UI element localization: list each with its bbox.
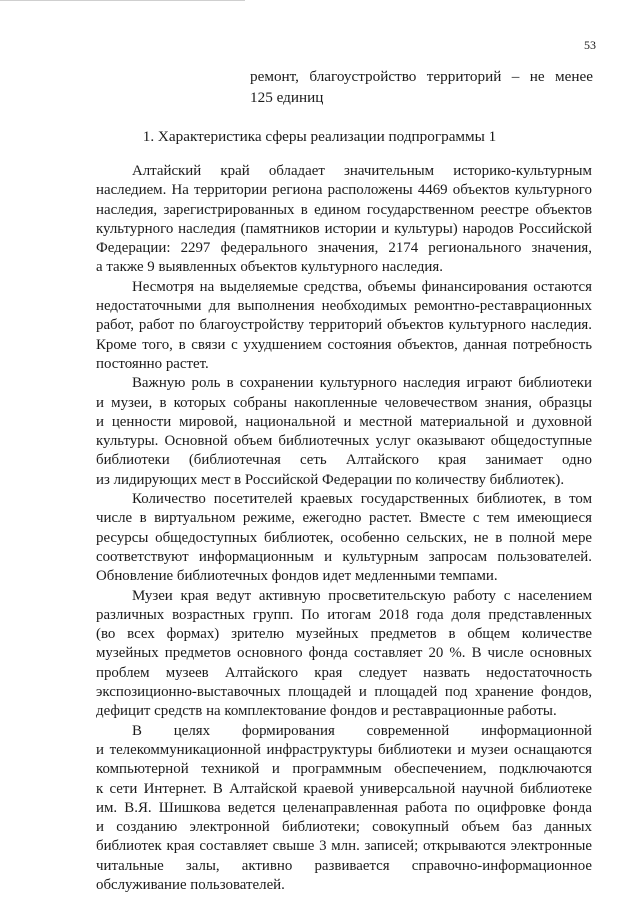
text-line: и музеи, в которых собраны накопленные человечеством знания, образцы [96, 394, 592, 411]
text-line: Важную роль в сохранении культурного наследия играют библиотеки [132, 375, 592, 392]
text-line: Музеи края ведут активную просветительскую работу с населением [132, 587, 592, 604]
text-line: обслуживание пользователей. [96, 876, 285, 893]
text-line: а также 9 выявленных объектов культурного наследия. [96, 259, 443, 276]
text-line: и ценности мировой, национальной и местной материальной и духовной [96, 413, 592, 430]
paragraph [96, 722, 592, 896]
text-line: Алтайский край обладает значительным историко-культурным [132, 163, 592, 179]
text-line: В целях формирования современной информационной [132, 722, 592, 739]
scan-edge-line [0, 0, 245, 1]
text-line: и созданию электронной библиотеки; совокупный объем баз данных [96, 819, 592, 836]
paragraph [96, 374, 592, 490]
text-line: музейных предметов основного фонда составляет 20 %. В числе основных [96, 645, 592, 662]
text-line: числе в виртуальном режиме, ежегодно растет. Вместе с тем имеющиеся [96, 510, 592, 527]
text-line: ресурсы общедоступных библиотек, особенно сельских, не в полной мере [96, 529, 592, 546]
text-line: работ, работ по благоустройству территорий объектов культурного наследия. [96, 317, 592, 334]
text-line: Федерации: 2297 федерального значения, 2174 регионального значения, [96, 240, 592, 257]
text-line: наследием. На территории региона расположены 4469 объектов культурного [96, 182, 592, 199]
text-line: к сети Интернет. В Алтайской краевой универсальной научной библиотеке [96, 780, 592, 797]
text-line: ремонт, благоустройство территорий – не менее [250, 68, 593, 85]
text-line: библиотек края составляет свыше 3 млн. записей; открываются электронные [96, 838, 592, 855]
text-line: соответствуют информационным и культурным запросам пользователей. [96, 548, 592, 565]
text-line: наследия, зарегистрированных в едином государственном реестре объектов [96, 201, 592, 218]
text-line: Несмотря на выделяемые средства, объемы финансирования остаются [132, 278, 592, 295]
section-heading: 1. Характеристика сферы реализации подпрограммы 1 [142, 128, 497, 145]
text-line: (во всех формах) зрителю музейных предметов в общем количестве [96, 626, 592, 643]
text-line: Количество посетителей краевых государственных библиотек, в том [132, 491, 592, 508]
paragraph [96, 587, 592, 722]
paragraph [96, 278, 592, 374]
text-line: им. В.Я. Шишкова ведется целенаправленная работа по оцифровке фонда [96, 799, 592, 816]
text-line: культурного наследия (памятников истории и культуры) народов Российской [96, 220, 592, 237]
text-line: Кроме того, в связи с ухудшением состояния объектов, данная потребность [96, 336, 592, 353]
continued-list-item [250, 66, 593, 108]
body-text [96, 162, 592, 895]
paragraph [96, 162, 592, 278]
text-line: различных возрастных групп. По итогам 2018 года доля представленных [96, 606, 592, 623]
text-line: экспозиционно-выставочных площадей и площадей под хранение фондов, [96, 684, 592, 701]
text-line: недостаточными для выполнения необходимых ремонтно-реставрационных [96, 298, 592, 315]
text-line: и телекоммуникационной инфраструктуры библиотеки и музеи оснащаются [96, 741, 592, 758]
paragraph [96, 490, 592, 586]
text-line: культуры. Основной объем библиотечных услуг оказывают общедоступные [96, 433, 592, 450]
text-line: 125 единиц [250, 89, 324, 106]
text-line: дефицит средств на комплектование фондов и реставрационные работы. [96, 703, 557, 720]
page-number: 53 [584, 38, 596, 52]
text-line: Обновление библиотечных фондов идет медленными темпами. [96, 568, 498, 585]
text-line: компьютерной техникой и программным обеспечением, подключаются [96, 761, 592, 778]
text-line: из лидирующих мест в Российской Федерации по количеству библиотек). [96, 471, 565, 488]
text-line: проблем музеев Алтайского края следует назвать недостаточность [96, 664, 592, 681]
text-line: библиотеки (библиотечная сеть Алтайского края занимает одно [96, 452, 592, 469]
text-line: читальные залы, активно развивается справочно-информационное [96, 857, 592, 874]
text-line: постоянно растет. [96, 355, 209, 372]
